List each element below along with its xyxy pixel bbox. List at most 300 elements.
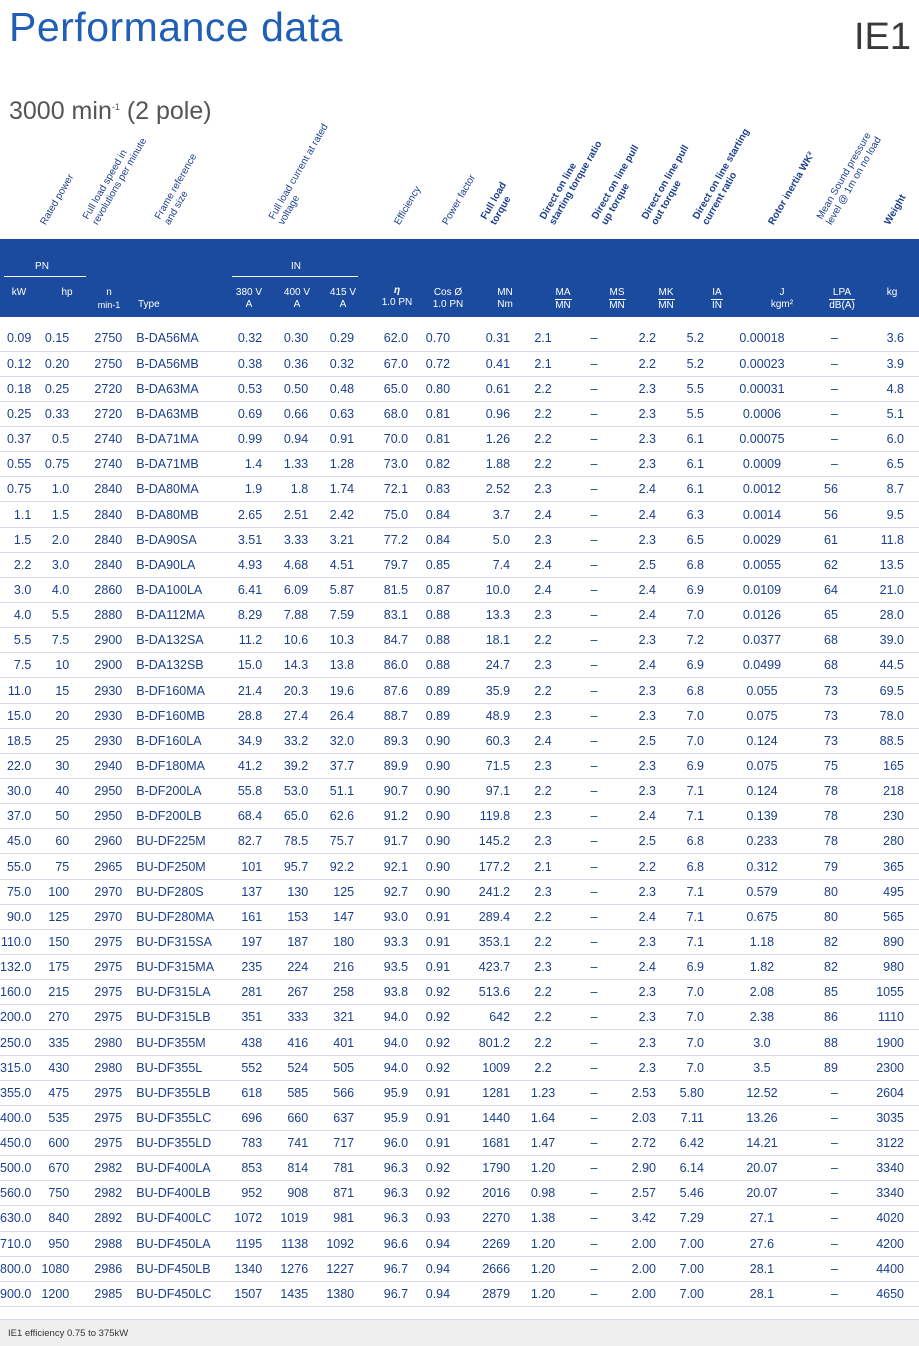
cell-weight: 2604 bbox=[852, 1080, 919, 1105]
cell-type: BU-DF355LD bbox=[122, 1131, 220, 1156]
cell-ma-ratio: 2.2 bbox=[518, 678, 568, 703]
cell-ms-ratio: – bbox=[568, 879, 620, 904]
col-mk-ratio bbox=[649, 287, 683, 312]
cell-mk-ratio: 2.3 bbox=[620, 427, 672, 452]
cell-ia-ratio: 7.1 bbox=[672, 929, 724, 954]
cell-ia-ratio: 7.1 bbox=[672, 904, 724, 929]
cell-mk-ratio: 2.3 bbox=[620, 527, 672, 552]
cell-kw: 400.0 bbox=[0, 1105, 34, 1130]
cell-ia-ratio: 7.11 bbox=[672, 1105, 724, 1130]
cell-power-factor: 0.94 bbox=[408, 1281, 462, 1306]
cell-ms-ratio: – bbox=[568, 1055, 620, 1080]
cell-weight: 565 bbox=[852, 904, 919, 929]
table-row bbox=[0, 1080, 919, 1105]
col-415v bbox=[324, 287, 362, 311]
cell-power-factor: 0.70 bbox=[408, 326, 462, 351]
col-400v-unit: A bbox=[293, 299, 301, 310]
cell-efficiency: 92.7 bbox=[354, 879, 408, 904]
cell-efficiency: 72.1 bbox=[354, 477, 408, 502]
cell-hp: 0.5 bbox=[34, 427, 72, 452]
col-speed bbox=[92, 287, 126, 311]
cell-efficiency: 93.0 bbox=[354, 904, 408, 929]
cell-sound: – bbox=[800, 427, 852, 452]
cell-weight: 21.0 bbox=[852, 577, 919, 602]
cell-torque: 642 bbox=[462, 1005, 518, 1030]
cell-torque: 60.3 bbox=[462, 728, 518, 753]
cell-ia-ratio: 5.5 bbox=[672, 376, 724, 401]
cell-efficiency: 93.8 bbox=[354, 980, 408, 1005]
cell-ms-ratio: – bbox=[568, 452, 620, 477]
cell-ia-ratio: 7.0 bbox=[672, 1005, 724, 1030]
pole-count: (2 pole) bbox=[126, 97, 212, 125]
cell-hp: 3.0 bbox=[34, 552, 72, 577]
cell-current-400v: 908 bbox=[262, 1181, 308, 1206]
cell-power-factor: 0.92 bbox=[408, 1055, 462, 1080]
cell-hp: 25 bbox=[34, 728, 72, 753]
cell-power-factor: 0.90 bbox=[408, 728, 462, 753]
col-power-factor bbox=[425, 287, 471, 311]
cell-mk-ratio: 2.72 bbox=[620, 1131, 672, 1156]
cell-current-415v: 1380 bbox=[308, 1281, 354, 1306]
table-row bbox=[0, 804, 919, 829]
col-380v-unit: A bbox=[245, 299, 253, 310]
cell-power-factor: 0.90 bbox=[408, 854, 462, 879]
cell-sound: 82 bbox=[800, 955, 852, 980]
cell-efficiency: 96.6 bbox=[354, 1231, 408, 1256]
cell-ia-ratio: 6.9 bbox=[672, 955, 724, 980]
col-380v bbox=[230, 287, 268, 311]
cell-current-400v: 0.36 bbox=[262, 351, 308, 376]
cell-current-380v: 28.8 bbox=[220, 703, 262, 728]
cell-sound: – bbox=[800, 1105, 852, 1130]
cell-current-380v: 11.2 bbox=[220, 628, 262, 653]
cell-kw: 0.25 bbox=[0, 401, 34, 426]
table-row bbox=[0, 427, 919, 452]
cell-ia-ratio: 6.14 bbox=[672, 1156, 724, 1181]
cell-current-380v: 1195 bbox=[220, 1231, 262, 1256]
cell-hp: 0.25 bbox=[34, 376, 72, 401]
cell-kw: 900.0 bbox=[0, 1281, 34, 1306]
cell-inertia: 0.055 bbox=[724, 678, 800, 703]
cell-efficiency: 86.0 bbox=[354, 653, 408, 678]
col-sound-unit: dB(A) bbox=[829, 300, 855, 311]
cell-current-400v: 33.2 bbox=[262, 728, 308, 753]
cell-efficiency: 65.0 bbox=[354, 376, 408, 401]
cell-power-factor: 0.92 bbox=[408, 1005, 462, 1030]
table-row bbox=[0, 703, 919, 728]
cell-hp: 1.0 bbox=[34, 477, 72, 502]
cell-speed: 2975 bbox=[72, 1005, 122, 1030]
cell-current-400v: 65.0 bbox=[262, 804, 308, 829]
cell-torque: 2666 bbox=[462, 1256, 518, 1281]
cell-current-400v: 3.33 bbox=[262, 527, 308, 552]
cell-sound: 65 bbox=[800, 603, 852, 628]
cell-power-factor: 0.83 bbox=[408, 477, 462, 502]
cell-type: B-DA63MB bbox=[122, 401, 220, 426]
col-torque bbox=[486, 287, 524, 311]
cell-speed: 2740 bbox=[72, 452, 122, 477]
col-400v bbox=[278, 287, 316, 311]
cell-torque: 1.26 bbox=[462, 427, 518, 452]
cell-inertia: 0.00018 bbox=[724, 326, 800, 351]
cell-weight: 218 bbox=[852, 779, 919, 804]
cell-weight: 1900 bbox=[852, 1030, 919, 1055]
col-torque-unit: Nm bbox=[497, 299, 513, 310]
cell-ma-ratio: 0.98 bbox=[518, 1181, 568, 1206]
cell-type: B-DA80MB bbox=[122, 502, 220, 527]
cell-sound: 80 bbox=[800, 879, 852, 904]
cell-kw: 22.0 bbox=[0, 753, 34, 778]
table-row bbox=[0, 678, 919, 703]
cell-speed: 2970 bbox=[72, 904, 122, 929]
cell-torque: 5.0 bbox=[462, 527, 518, 552]
cell-mk-ratio: 2.4 bbox=[620, 653, 672, 678]
cell-weight: 4020 bbox=[852, 1206, 919, 1231]
cell-weight: 13.5 bbox=[852, 552, 919, 577]
cell-current-380v: 82.7 bbox=[220, 829, 262, 854]
cell-ia-ratio: 6.9 bbox=[672, 577, 724, 602]
cell-ma-ratio: 2.4 bbox=[518, 728, 568, 753]
cell-inertia: 0.0029 bbox=[724, 527, 800, 552]
cell-power-factor: 0.90 bbox=[408, 753, 462, 778]
cell-current-380v: 6.41 bbox=[220, 577, 262, 602]
cell-efficiency: 79.7 bbox=[354, 552, 408, 577]
cell-weight: 165 bbox=[852, 753, 919, 778]
cell-ms-ratio: – bbox=[568, 854, 620, 879]
cell-type: B-DA56MB bbox=[122, 351, 220, 376]
in-group-underline bbox=[232, 276, 358, 277]
cell-mk-ratio: 2.4 bbox=[620, 502, 672, 527]
cell-torque: 2.52 bbox=[462, 477, 518, 502]
col-sound-label: LPA bbox=[829, 287, 855, 300]
cell-type: B-DA100LA bbox=[122, 577, 220, 602]
cell-kw: 132.0 bbox=[0, 955, 34, 980]
cell-ma-ratio: 1.38 bbox=[518, 1206, 568, 1231]
cell-current-400v: 95.7 bbox=[262, 854, 308, 879]
cell-power-factor: 0.81 bbox=[408, 427, 462, 452]
cell-current-400v: 585 bbox=[262, 1080, 308, 1105]
cell-ia-ratio: 6.9 bbox=[672, 653, 724, 678]
cell-type: BU-DF400LC bbox=[122, 1206, 220, 1231]
cell-ma-ratio: 2.3 bbox=[518, 753, 568, 778]
cell-inertia: 0.0006 bbox=[724, 401, 800, 426]
cell-ia-ratio: 6.1 bbox=[672, 427, 724, 452]
cell-weight: 44.5 bbox=[852, 653, 919, 678]
col-efficiency bbox=[374, 285, 420, 309]
rotated-header: Direct on line pull out torque bbox=[639, 143, 692, 227]
cell-ia-ratio: 7.00 bbox=[672, 1231, 724, 1256]
cell-torque: 2016 bbox=[462, 1181, 518, 1206]
cell-type: B-DF200LB bbox=[122, 804, 220, 829]
cell-ia-ratio: 7.1 bbox=[672, 779, 724, 804]
cell-ms-ratio: – bbox=[568, 779, 620, 804]
cell-current-415v: 717 bbox=[308, 1131, 354, 1156]
cell-current-415v: 180 bbox=[308, 929, 354, 954]
table-row bbox=[0, 1105, 919, 1130]
cell-sound: 56 bbox=[800, 502, 852, 527]
cell-kw: 30.0 bbox=[0, 779, 34, 804]
table-row bbox=[0, 929, 919, 954]
cell-weight: 2300 bbox=[852, 1055, 919, 1080]
cell-type: B-DF180MA bbox=[122, 753, 220, 778]
cell-kw: 0.55 bbox=[0, 452, 34, 477]
cell-speed: 2950 bbox=[72, 779, 122, 804]
cell-weight: 78.0 bbox=[852, 703, 919, 728]
cell-type: BU-DF355LC bbox=[122, 1105, 220, 1130]
cell-sound: 85 bbox=[800, 980, 852, 1005]
cell-inertia: 3.0 bbox=[724, 1030, 800, 1055]
cell-power-factor: 0.94 bbox=[408, 1256, 462, 1281]
cell-torque: 2879 bbox=[462, 1281, 518, 1306]
cell-power-factor: 0.90 bbox=[408, 879, 462, 904]
cell-torque: 0.41 bbox=[462, 351, 518, 376]
table-row bbox=[0, 653, 919, 678]
cell-efficiency: 75.0 bbox=[354, 502, 408, 527]
cell-kw: 200.0 bbox=[0, 1005, 34, 1030]
cell-power-factor: 0.88 bbox=[408, 653, 462, 678]
cell-current-415v: 1092 bbox=[308, 1231, 354, 1256]
cell-hp: 0.33 bbox=[34, 401, 72, 426]
table-row bbox=[0, 904, 919, 929]
cell-hp: 475 bbox=[34, 1080, 72, 1105]
cell-efficiency: 96.3 bbox=[354, 1181, 408, 1206]
cell-weight: 4200 bbox=[852, 1231, 919, 1256]
cell-ia-ratio: 7.29 bbox=[672, 1206, 724, 1231]
col-ma-ratio bbox=[546, 287, 580, 312]
col-torque-label: MN bbox=[497, 287, 513, 298]
cell-current-415v: 781 bbox=[308, 1156, 354, 1181]
cell-kw: 110.0 bbox=[0, 929, 34, 954]
cell-weight: 3035 bbox=[852, 1105, 919, 1130]
col-speed-label: n bbox=[106, 287, 112, 298]
cell-ia-ratio: 7.2 bbox=[672, 628, 724, 653]
cell-speed: 2982 bbox=[72, 1156, 122, 1181]
cell-weight: 1055 bbox=[852, 980, 919, 1005]
cell-speed: 2720 bbox=[72, 401, 122, 426]
cell-efficiency: 92.1 bbox=[354, 854, 408, 879]
cell-sound: – bbox=[800, 1231, 852, 1256]
cell-hp: 535 bbox=[34, 1105, 72, 1130]
cell-ia-ratio: 5.5 bbox=[672, 401, 724, 426]
cell-speed: 2900 bbox=[72, 628, 122, 653]
cell-sound: 80 bbox=[800, 904, 852, 929]
speed-subtitle bbox=[9, 97, 212, 126]
cell-efficiency: 91.2 bbox=[354, 804, 408, 829]
cell-ms-ratio: – bbox=[568, 1131, 620, 1156]
cell-power-factor: 0.88 bbox=[408, 628, 462, 653]
cell-speed: 2930 bbox=[72, 703, 122, 728]
cell-ms-ratio: – bbox=[568, 753, 620, 778]
cell-power-factor: 0.87 bbox=[408, 577, 462, 602]
cell-speed: 2975 bbox=[72, 1105, 122, 1130]
cell-sound: 64 bbox=[800, 577, 852, 602]
cell-efficiency: 90.7 bbox=[354, 779, 408, 804]
cell-power-factor: 0.91 bbox=[408, 1131, 462, 1156]
cell-ms-ratio: – bbox=[568, 804, 620, 829]
cell-ms-ratio: – bbox=[568, 351, 620, 376]
cell-type: BU-DF250M bbox=[122, 854, 220, 879]
table-row bbox=[0, 628, 919, 653]
cell-ms-ratio: – bbox=[568, 326, 620, 351]
cell-type: BU-DF400LA bbox=[122, 1156, 220, 1181]
table-row bbox=[0, 376, 919, 401]
cell-ia-ratio: 7.00 bbox=[672, 1256, 724, 1281]
cell-power-factor: 0.72 bbox=[408, 351, 462, 376]
cell-ms-ratio: – bbox=[568, 1105, 620, 1130]
cell-power-factor: 0.94 bbox=[408, 1231, 462, 1256]
cell-sound: – bbox=[800, 452, 852, 477]
cell-current-380v: 4.93 bbox=[220, 552, 262, 577]
cell-power-factor: 0.88 bbox=[408, 603, 462, 628]
cell-current-400v: 267 bbox=[262, 980, 308, 1005]
table-row bbox=[0, 1131, 919, 1156]
cell-inertia: 12.52 bbox=[724, 1080, 800, 1105]
table-row bbox=[0, 527, 919, 552]
cell-hp: 1200 bbox=[34, 1281, 72, 1306]
cell-mk-ratio: 2.3 bbox=[620, 401, 672, 426]
cell-ma-ratio: 2.2 bbox=[518, 427, 568, 452]
cell-speed: 2880 bbox=[72, 603, 122, 628]
col-inertia-unit: kgm² bbox=[770, 299, 794, 310]
cell-speed: 2750 bbox=[72, 351, 122, 376]
cell-efficiency: 68.0 bbox=[354, 401, 408, 426]
cell-ia-ratio: 6.9 bbox=[672, 753, 724, 778]
col-speed-unit: min-1 bbox=[97, 300, 121, 310]
col-weight: kg bbox=[886, 287, 898, 298]
cell-ia-ratio: 7.0 bbox=[672, 1055, 724, 1080]
cell-hp: 2.0 bbox=[34, 527, 72, 552]
cell-ms-ratio: – bbox=[568, 427, 620, 452]
cell-inertia: 0.0126 bbox=[724, 603, 800, 628]
cell-efficiency: 77.2 bbox=[354, 527, 408, 552]
table-row bbox=[0, 603, 919, 628]
cell-hp: 175 bbox=[34, 955, 72, 980]
cell-torque: 48.9 bbox=[462, 703, 518, 728]
cell-type: BU-DF355L bbox=[122, 1055, 220, 1080]
cell-ms-ratio: – bbox=[568, 1231, 620, 1256]
cell-mk-ratio: 2.3 bbox=[620, 929, 672, 954]
cell-ms-ratio: – bbox=[568, 502, 620, 527]
cell-efficiency: 93.5 bbox=[354, 955, 408, 980]
cell-hp: 600 bbox=[34, 1131, 72, 1156]
cell-speed: 2975 bbox=[72, 929, 122, 954]
cell-ms-ratio: – bbox=[568, 401, 620, 426]
cell-ia-ratio: 5.2 bbox=[672, 326, 724, 351]
cell-hp: 270 bbox=[34, 1005, 72, 1030]
cell-inertia: 0.233 bbox=[724, 829, 800, 854]
cell-efficiency: 95.9 bbox=[354, 1105, 408, 1130]
cell-ma-ratio: 2.2 bbox=[518, 1055, 568, 1080]
cell-power-factor: 0.89 bbox=[408, 703, 462, 728]
cell-torque: 1681 bbox=[462, 1131, 518, 1156]
efficiency-class-badge: IE1 bbox=[853, 16, 911, 58]
cell-hp: 125 bbox=[34, 904, 72, 929]
cell-ms-ratio: – bbox=[568, 552, 620, 577]
cell-hp: 60 bbox=[34, 829, 72, 854]
cell-kw: 75.0 bbox=[0, 879, 34, 904]
cell-current-400v: 1276 bbox=[262, 1256, 308, 1281]
table-row bbox=[0, 1055, 919, 1080]
cell-inertia: 0.075 bbox=[724, 753, 800, 778]
cell-current-380v: 0.53 bbox=[220, 376, 262, 401]
cell-sound: 56 bbox=[800, 477, 852, 502]
cell-current-415v: 10.3 bbox=[308, 628, 354, 653]
cell-current-415v: 13.8 bbox=[308, 653, 354, 678]
rotated-header: Rotor inertia WK² bbox=[766, 150, 818, 227]
col-mk-bottom: MN bbox=[658, 300, 674, 311]
cell-ia-ratio: 6.42 bbox=[672, 1131, 724, 1156]
cell-current-415v: 147 bbox=[308, 904, 354, 929]
cell-mk-ratio: 2.4 bbox=[620, 955, 672, 980]
cell-current-380v: 21.4 bbox=[220, 678, 262, 703]
col-sound bbox=[822, 287, 862, 312]
cell-type: B-DA56MA bbox=[122, 326, 220, 351]
cell-kw: 630.0 bbox=[0, 1206, 34, 1231]
cell-power-factor: 0.90 bbox=[408, 804, 462, 829]
cell-inertia: 0.124 bbox=[724, 728, 800, 753]
cell-sound: 78 bbox=[800, 779, 852, 804]
cell-ma-ratio: 2.3 bbox=[518, 603, 568, 628]
cell-ma-ratio: 2.4 bbox=[518, 502, 568, 527]
cell-weight: 5.1 bbox=[852, 401, 919, 426]
cell-kw: 5.5 bbox=[0, 628, 34, 653]
cell-sound: – bbox=[800, 1131, 852, 1156]
cell-hp: 0.20 bbox=[34, 351, 72, 376]
cell-ma-ratio: 2.2 bbox=[518, 779, 568, 804]
cell-speed: 2930 bbox=[72, 728, 122, 753]
cell-weight: 890 bbox=[852, 929, 919, 954]
cell-power-factor: 0.84 bbox=[408, 502, 462, 527]
cell-hp: 100 bbox=[34, 879, 72, 904]
cell-current-400v: 39.2 bbox=[262, 753, 308, 778]
cell-hp: 950 bbox=[34, 1231, 72, 1256]
cell-kw: 37.0 bbox=[0, 804, 34, 829]
cell-ma-ratio: 2.2 bbox=[518, 452, 568, 477]
page-title: Performance data bbox=[9, 4, 343, 50]
cell-current-400v: 4.68 bbox=[262, 552, 308, 577]
cell-mk-ratio: 2.4 bbox=[620, 477, 672, 502]
cell-ms-ratio: – bbox=[568, 577, 620, 602]
cell-type: BU-DF450LB bbox=[122, 1256, 220, 1281]
cell-speed: 2975 bbox=[72, 980, 122, 1005]
cell-current-400v: 1.8 bbox=[262, 477, 308, 502]
cell-mk-ratio: 2.2 bbox=[620, 854, 672, 879]
cell-inertia: 0.0055 bbox=[724, 552, 800, 577]
cell-hp: 15 bbox=[34, 678, 72, 703]
cell-ma-ratio: 2.2 bbox=[518, 628, 568, 653]
cell-mk-ratio: 2.3 bbox=[620, 628, 672, 653]
cell-current-380v: 0.69 bbox=[220, 401, 262, 426]
cell-ma-ratio: 2.2 bbox=[518, 376, 568, 401]
cell-current-380v: 197 bbox=[220, 929, 262, 954]
cell-efficiency: 95.9 bbox=[354, 1080, 408, 1105]
cell-speed: 2720 bbox=[72, 376, 122, 401]
cell-type: BU-DF315LA bbox=[122, 980, 220, 1005]
cell-ia-ratio: 5.46 bbox=[672, 1181, 724, 1206]
cell-weight: 280 bbox=[852, 829, 919, 854]
cell-torque: 801.2 bbox=[462, 1030, 518, 1055]
cell-current-380v: 34.9 bbox=[220, 728, 262, 753]
cell-hp: 750 bbox=[34, 1181, 72, 1206]
cell-weight: 365 bbox=[852, 854, 919, 879]
cell-current-380v: 351 bbox=[220, 1005, 262, 1030]
cell-ms-ratio: – bbox=[568, 628, 620, 653]
cell-sound: – bbox=[800, 376, 852, 401]
cell-kw: 11.0 bbox=[0, 678, 34, 703]
cell-torque: 0.96 bbox=[462, 401, 518, 426]
cell-type: BU-DF225M bbox=[122, 829, 220, 854]
cell-mk-ratio: 2.4 bbox=[620, 904, 672, 929]
